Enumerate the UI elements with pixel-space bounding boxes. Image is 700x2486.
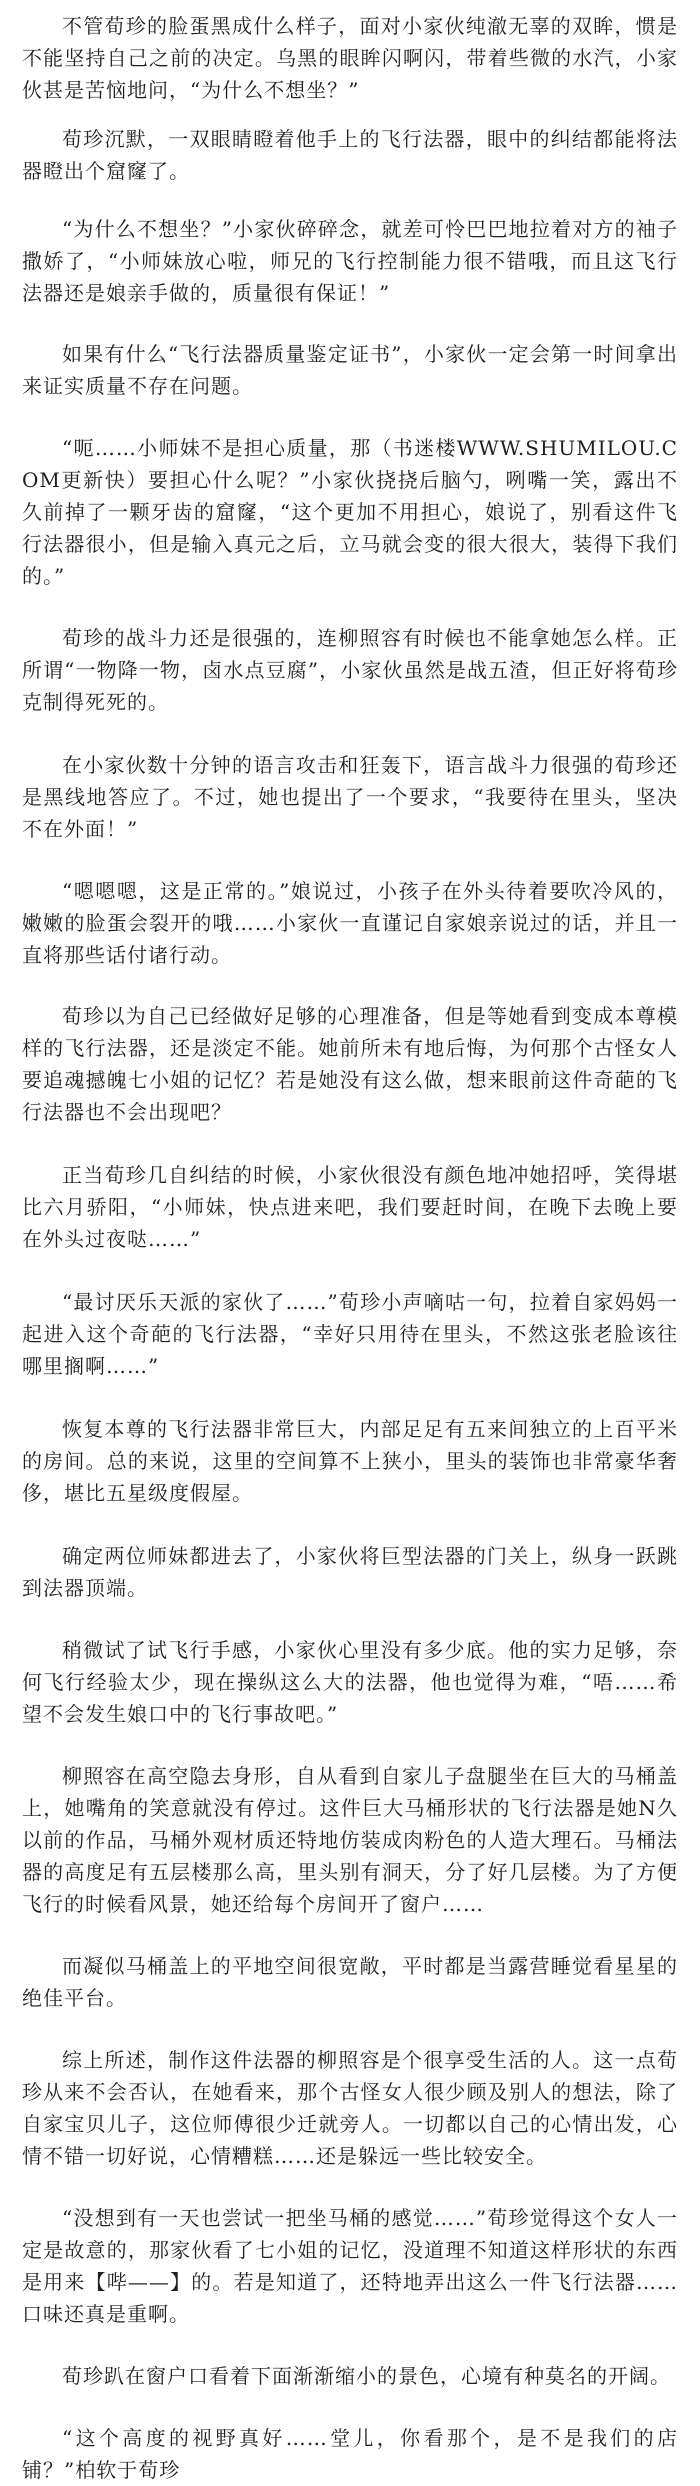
paragraph: 正当荀珍几自纠结的时候，小家伙很没有颜色地冲她招呼，笑得堪比六月骄阳，“小师妹，快点进来吧，我们要赶时间，在晚下去晚上要在外头过夜哒……” — [22, 1163, 678, 1251]
paragraph: “呃……小师妹不是担心质量，那（书迷楼WWW.SHUMILOU.COM更新快）要担心什么呢？”小家伙挠挠后脑勺，咧嘴一笑，露出不久前掉了一颗牙齿的窟窿，“这个更加不用担心，娘说了，别看这件飞行法器很小，但是输入真元之后，立马就会变的很大很大，装得下我们的。” — [22, 436, 678, 588]
paragraph: “这个高度的视野真好……堂儿，你看那个，是不是我们的店铺？”柏软于荀珍 — [22, 2426, 678, 2482]
paragraph: 荀珍以为自己已经做好足够的心理准备，但是等她看到变成本尊模样的飞行法器，还是淡定不能。她前所未有地后悔，为何那个古怪女人要追魂撼魄七小姐的记忆？若是她没有这么做，想来眼前这件奇葩的飞行法器也不会出现吧？ — [22, 1004, 678, 1124]
paragraph: 不管荀珍的脸蛋黑成什么样子，面对小家伙纯澈无辜的双眸，惯是不能坚持自己之前的决定。乌黑的眼眸闪啊闪，带着些微的水汽，小家伙甚是苦恼地问，“为什么不想坐？” — [22, 14, 678, 102]
paragraph: “没想到有一天也尝试一把坐马桶的感觉……”荀珍觉得这个女人一定是故意的，那家伙看了七小姐的记忆，没道理不知道这样形状的东西是用来【哔——】的。若是知道了，还特地弄出这么一件飞行法器……口味还真是重啊。 — [22, 2206, 678, 2326]
paragraph: 恢复本尊的飞行法器非常巨大，内部足足有五来间独立的上百平米的房间。总的来说，这里的空间算不上狭小，里头的装饰也非常豪华奢侈，堪比五星级度假屋。 — [22, 1417, 678, 1505]
paragraph: 综上所述，制作这件法器的柳照容是个很享受生活的人。这一点荀珍从来不会否认，在她看来，那个古怪女人很少顾及别人的想法，除了自家宝贝儿子，这位师傅很少迁就旁人。一切都以自己的心情出发，心情不错一切好说，心情糟糕……还是躲远一些比较安全。 — [22, 2048, 678, 2168]
article-body — [22, 10, 678, 2486]
paragraph: “最讨厌乐天派的家伙了……”荀珍小声嘀咕一句，拉着自家妈妈一起进入这个奇葩的飞行法器，“幸好只用待在里头，不然这张老脸该往哪里搁啊……” — [22, 1290, 678, 1378]
paragraph: “嗯嗯嗯，这是正常的。”娘说过，小孩子在外头待着要吹冷风的，嫩嫩的脸蛋会裂开的哦……小家伙一直谨记自家娘亲说过的话，并且一直将那些话付诸行动。 — [22, 879, 678, 967]
paragraph: 柳照容在高空隐去身形，自从看到自家儿子盘腿坐在巨大的马桶盖上，她嘴角的笑意就没有停过。这件巨大马桶形状的飞行法器是她N久以前的作品，马桶外观材质还特地仿装成肉粉色的人造大理石。马桶法器的高度足有五层楼那么高，里头别有洞天，分了好几层楼。为了方便飞行的时候看风景，她还给每个房间开了窗户…… — [22, 1764, 678, 1916]
paragraph: 荀珍趴在窗户口看着下面渐渐缩小的景色，心境有种莫名的开阔。 — [62, 2364, 671, 2388]
paragraph: 而凝似马桶盖上的平地空间很宽敞，平时都是当露营睡觉看星星的绝佳平台。 — [22, 1954, 678, 2010]
paragraph: 稍微试了试飞行手感，小家伙心里没有多少底。他的实力足够，奈何飞行经验太少，现在操纵这么大的法器，他也觉得为难，“唔……希望不会发生娘口中的飞行事故吧。” — [22, 1638, 678, 1726]
paragraph: 荀珍的战斗力还是很强的，连柳照容有时候也不能拿她怎么样。正所谓“一物降一物，卤水点豆腐”，小家伙虽然是战五渣，但正好将荀珍克制得死死的。 — [22, 626, 678, 714]
paragraph: 荀珍沉默，一双眼睛瞪着他手上的飞行法器，眼中的纠结都能将法器瞪出个窟窿了。 — [22, 127, 678, 183]
paragraph: “为什么不想坐？”小家伙碎碎念，就差可怜巴巴地拉着对方的袖子撒娇了，“小师妹放心啦，师兄的飞行控制能力很不错哦，而且这飞行法器还是娘亲手做的，质量很有保证！” — [22, 217, 678, 305]
paragraph: 确定两位师妹都进去了，小家伙将巨型法器的门关上，纵身一跃跳到法器顶端。 — [22, 1544, 678, 1600]
paragraph: 在小家伙数十分钟的语言攻击和狂轰下，语言战斗力很强的荀珍还是黑线地答应了。不过，她也提出了一个要求，“我要待在里头，坚决不在外面！” — [22, 753, 678, 841]
paragraph: 如果有什么“飞行法器质量鉴定证书”，小家伙一定会第一时间拿出来证实质量不存在问题。 — [22, 342, 678, 398]
